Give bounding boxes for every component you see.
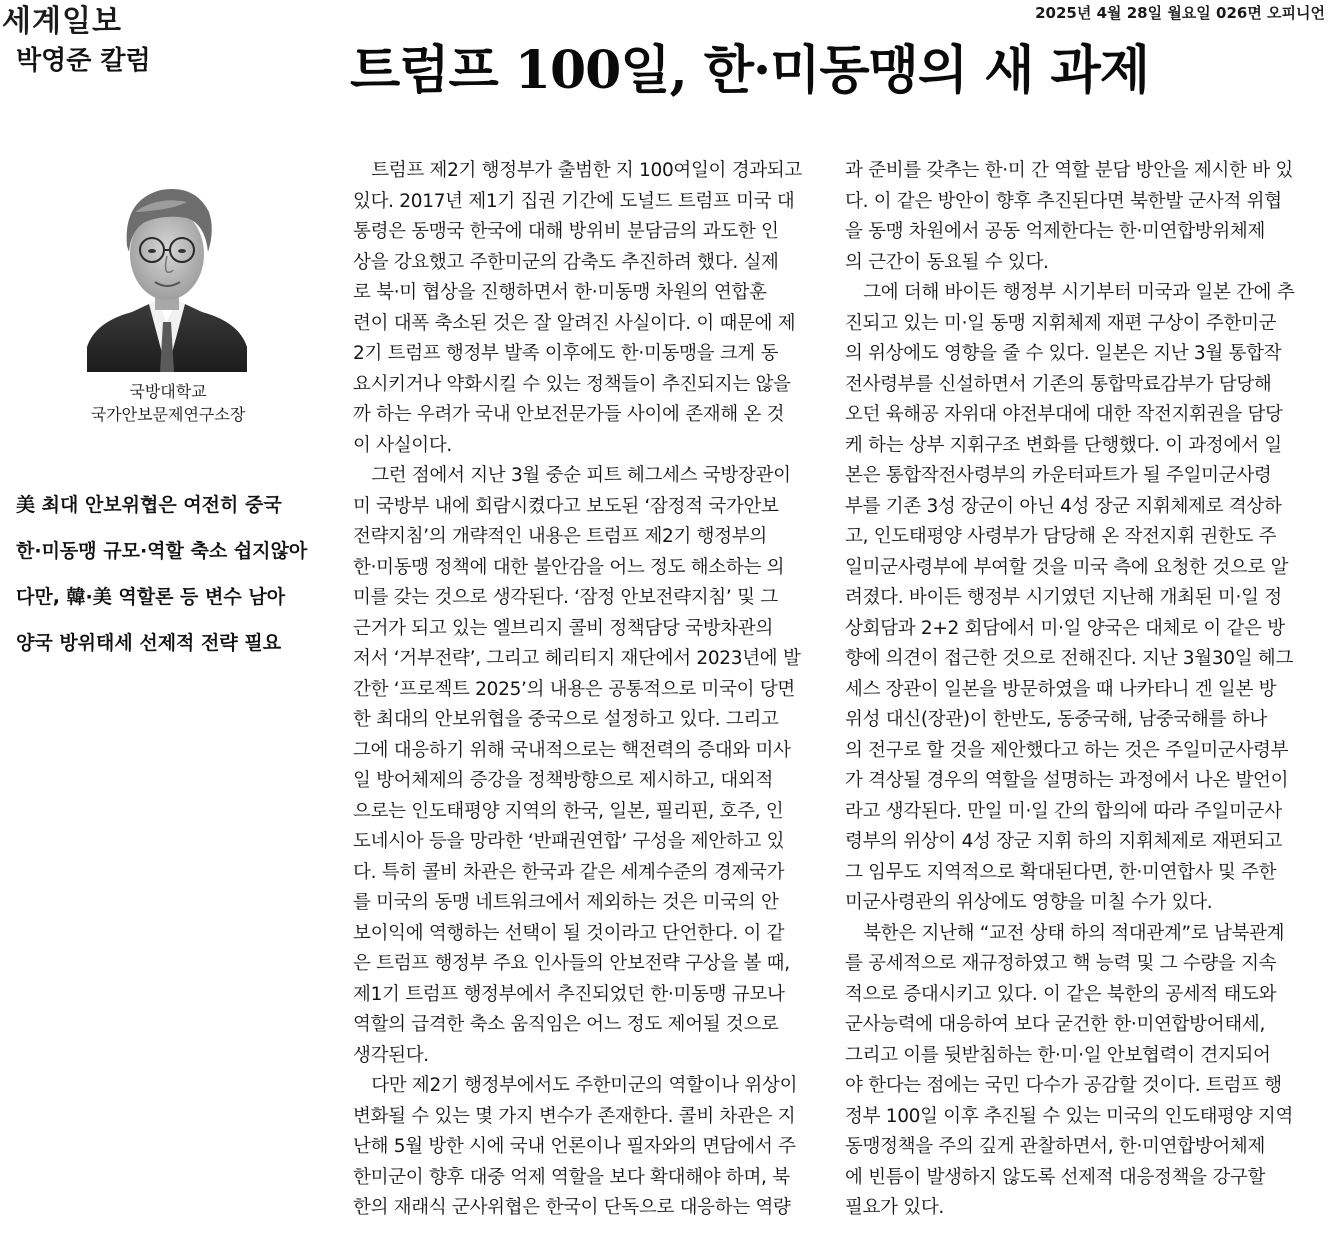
body-line: 필요가 있다. <box>845 1197 945 1218</box>
body-line: 미 국방부 내에 회람시켰다고 보도된 ‘잠정적 국가안보 <box>353 495 779 517</box>
body-line: 를 공세적으로 재규정하였고 핵 능력 및 그 수량을 지속 <box>845 953 1277 974</box>
body-line: 의 전구로 할 것을 제안했다고 하는 것은 주일미군사령부 <box>845 739 1289 761</box>
body-line: 케 하는 상부 지휘구조 변화를 단행했다. 이 과정에서 일 <box>845 434 1282 456</box>
issue-date-page: 2025년 4월 28일 월요일 026면 오피니언 <box>1035 4 1325 22</box>
body-line: 의 위상에도 영향을 줄 수 있다. 일본은 지난 3월 통합작 <box>845 343 1282 364</box>
body-line: 미군사령관의 위상에도 영향을 미칠 수가 있다. <box>845 892 1213 913</box>
body-line: 변화될 수 있는 몇 가지 변수가 존재한다. 콜비 차관은 지 <box>353 1105 796 1127</box>
body-line: 부를 기존 3성 장군이 아닌 4성 장군 지휘체제로 격상하 <box>845 495 1282 517</box>
subheadline: 다만, 韓·美 역할론 등 변수 남아 <box>16 586 286 608</box>
body-line: 보이익에 역행하는 선택이 될 것이라고 단언한다. 이 같 <box>353 922 785 944</box>
body-line: 진되고 있는 미·일 동맹 지휘체제 재편 구상이 주한미군 <box>845 312 1277 334</box>
body-line: 다. 이 같은 방안이 향후 추진된다면 북한발 군사적 위협 <box>845 190 1282 212</box>
body-line: 을 동맹 차원에서 공동 억제한다는 한·미연합방위체제 <box>845 221 1266 242</box>
body-line: 동맹정책을 주의 깊게 관찰하면서, 한·미연합방어체제 <box>845 1136 1266 1157</box>
body-line: 있다. 2017년 제1기 집권 기간에 도널드 트럼프 미국 대 <box>353 190 795 212</box>
body-line: 한미군이 향후 대중 억제 역할을 보다 확대해야 하며, 북 <box>353 1166 790 1188</box>
column-name: 박영준 칼럼 <box>16 46 151 76</box>
body-line: 본은 통합작전사령부의 카운터파트가 될 주일미군사령 <box>845 465 1272 486</box>
body-line: 일 방어체제의 증강을 정책방향으로 제시하고, 대외적 <box>353 770 774 791</box>
body-line: 그에 대응하기 위해 국내적으로는 핵전력의 증대와 미사 <box>353 739 791 761</box>
body-line: 근거가 되고 있는 엘브리지 콜비 정책담당 국방차관의 <box>353 617 774 639</box>
body-line: 한의 재래식 군사위협은 한국이 단독으로 대응하는 역량 <box>353 1197 791 1218</box>
body-line: 생각된다. <box>353 1044 429 1066</box>
body-line: 통령은 동맹국 한국에 대해 방위비 분담금의 과도한 인 <box>353 221 779 242</box>
body-line: 저서 ‘거부전략’, 그리고 헤리티지 재단에서 2023년에 발 <box>353 648 801 669</box>
author-affiliation-1: 국방대학교 <box>129 382 207 401</box>
body-line: 으로는 인도태평양 지역의 한국, 일본, 필리핀, 호주, 인 <box>353 800 784 822</box>
body-line: 간한 ‘프로젝트 2025’의 내용은 공통적으로 미국이 당면 <box>353 678 795 700</box>
body-line: 다만 제2기 행정부에서도 주한미군의 역할이나 위상이 <box>353 1075 798 1096</box>
body-line: 까 하는 우려가 국내 안보전문가들 사이에 존재해 온 것 <box>353 404 785 425</box>
body-column-1 <box>353 156 813 1224</box>
body-line: 제1기 트럼프 행정부에서 추진되었던 한·미동맹 규모나 <box>353 983 785 1005</box>
body-line: 전략지침’의 개략적인 내용은 트럼프 제2기 행정부의 <box>353 526 767 547</box>
body-line: 역할의 급격한 축소 움직임은 어느 정도 제어될 것으로 <box>353 1014 779 1035</box>
body-line: 이 사실이다. <box>353 434 453 456</box>
subheadline: 양국 방위태세 선제적 전략 필요 <box>16 632 282 654</box>
body-line: 트럼프 제2기 행정부가 출범한 지 100여일이 경과되고 <box>353 160 802 181</box>
body-line: 상을 강요했고 주한미군의 감축도 추진하려 했다. 실제 <box>353 251 779 273</box>
body-line: 한·미동맹 정책에 대한 불안감을 어느 정도 해소하는 의 <box>353 556 785 578</box>
subheadline: 美 최대 안보위협은 여전히 중국 <box>16 494 282 516</box>
body-line: 야 한다는 점에는 국민 다수가 공감할 것이다. 트럼프 행 <box>845 1075 1282 1096</box>
body-line: 에 빈틈이 발생하지 않도록 선제적 대응정책을 강구할 <box>845 1166 1266 1188</box>
author-caption <box>60 380 276 426</box>
body-line: 그 임무도 지역적으로 확대된다면, 한·미연합사 및 주한 <box>845 861 1277 883</box>
body-line: 그에 더해 바이든 행정부 시기부터 미국과 일본 간에 추 <box>845 282 1295 303</box>
body-line: 일미군사령부에 부여할 것을 미국 측에 요청한 것으로 알 <box>845 556 1289 578</box>
body-line: 은 트럼프 행정부 주요 인사들의 안보전략 구상을 볼 때, <box>353 953 790 974</box>
body-line: 도네시아 등을 망라한 ‘반패권연합’ 구성을 제안하고 있 <box>353 831 785 852</box>
body-line: 한 최대의 안보위협을 중국으로 설정하고 있다. 그리고 <box>353 709 779 730</box>
body-line: 전사령부를 신설하면서 기존의 통합막료감부가 담당해 <box>845 373 1272 395</box>
body-column-2 <box>845 156 1305 1224</box>
author-affiliation-2: 국가안보문제연구소장 <box>90 405 246 424</box>
body-line: 향에 의견이 접근한 것으로 전해진다. 지난 3월30일 헤그 <box>845 648 1294 669</box>
body-line: 라고 생각된다. 만일 미·일 간의 합의에 따라 주일미군사 <box>845 800 1282 822</box>
body-line: 난해 5월 방한 시에 국내 언론이나 필자와의 면담에서 주 <box>353 1136 796 1157</box>
newspaper-name: 세계일보 <box>2 4 122 39</box>
body-line: 로 북·미 협상을 진행하면서 한·미동맹 차원의 연합훈 <box>353 282 767 303</box>
subheadline: 한·미동맹 규모·역할 축소 쉽지않아 <box>16 540 308 562</box>
body-line: 북한은 지난해 “교전 상태 하의 적대관계”로 남북관계 <box>845 922 1285 944</box>
body-line: 2기 트럼프 행정부 발족 이후에도 한·미동맹을 크게 동 <box>353 343 779 364</box>
body-line: 과 준비를 갖추는 한·미 간 역할 분담 방안을 제시한 바 있 <box>845 160 1293 181</box>
body-line: 를 미국의 동맹 네트워크에서 제외하는 것은 미국의 안 <box>353 892 779 913</box>
body-line: 요시키거나 약화시킬 수 있는 정책들이 추진되지는 않을 <box>353 373 791 395</box>
body-line: 오던 육해공 자위대 야전부대에 대한 작전지휘권을 담당 <box>845 404 1283 425</box>
body-line: 령부의 위상이 4성 장군 지휘 하의 지휘체제로 재편되고 <box>845 831 1283 852</box>
author-portrait <box>87 172 247 372</box>
body-line: 그리고 이를 뒷받침하는 한·미·일 안보협력이 견지되어 <box>845 1044 1271 1066</box>
body-line: 미를 갖는 것으로 생각된다. ‘잠정 안보전략지침’ 및 그 <box>353 587 778 608</box>
headline: 트럼프 100일, 한·미동맹의 새 과제 <box>350 40 1149 101</box>
subheadlines <box>16 482 336 666</box>
body-line: 상회담과 2+2 회담에서 미·일 양국은 대체로 이 같은 방 <box>845 617 1285 639</box>
body-line: 위성 대신(장관)이 한반도, 동중국해, 남중국해를 하나 <box>845 709 1267 730</box>
body-line: 가 격상될 경우의 역할을 설명하는 과정에서 나온 발언이 <box>845 770 1289 791</box>
body-line: 의 근간이 동요될 수 있다. <box>845 251 1049 273</box>
body-line: 적으로 증대시키고 있다. 이 같은 북한의 공세적 태도와 <box>845 983 1277 1005</box>
body-line: 세스 장관이 일본을 방문하였을 때 나카타니 겐 일본 방 <box>845 678 1277 700</box>
body-line: 고, 인도태평양 사령부가 담당해 온 작전지휘 권한도 주 <box>845 526 1277 547</box>
body-line: 려졌다. 바이든 행정부 시기였던 지난해 개최된 미·일 정 <box>845 587 1282 608</box>
body-line: 다. 특히 콜비 차관은 한국과 같은 세계수준의 경제국가 <box>353 861 785 883</box>
body-line: 정부 100일 이후 추진될 수 있는 미국의 인도태평양 지역 <box>845 1105 1294 1127</box>
body-line: 련이 대폭 축소된 것은 잘 알려진 사실이다. 이 때문에 제 <box>353 312 796 334</box>
body-line: 군사능력에 대응하여 보다 굳건한 한·미연합방어태세, <box>845 1014 1266 1035</box>
body-line: 그런 점에서 지난 3월 중순 피트 헤그세스 국방장관이 <box>353 465 791 486</box>
